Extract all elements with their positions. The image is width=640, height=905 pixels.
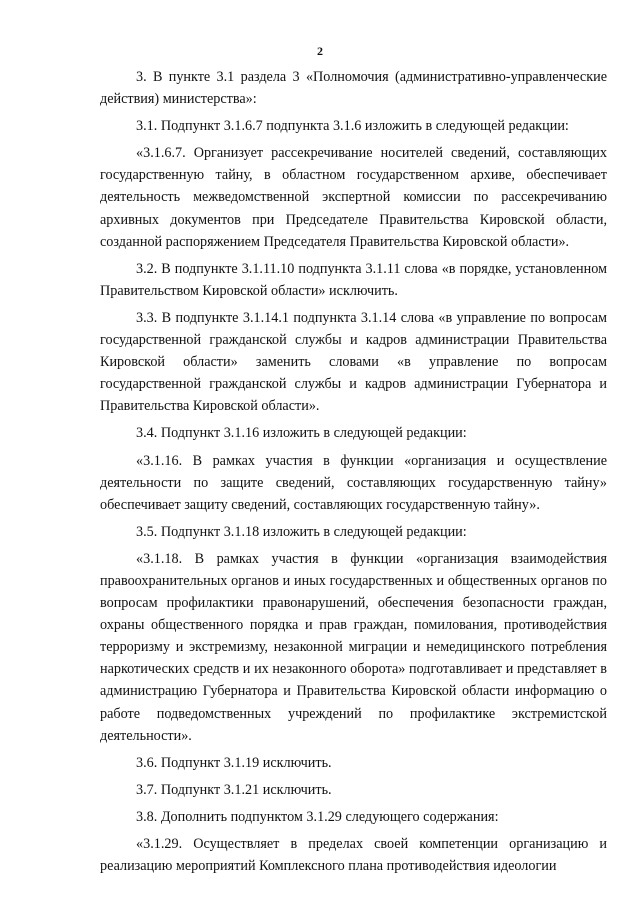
paragraph-3-8: 3.8. Дополнить подпунктом 3.1.29 следующего содержания: — [136, 808, 499, 825]
paragraph-3-7: 3.7. Подпункт 3.1.21 исключить. — [136, 781, 332, 798]
paragraph-3-2: 3.2. В подпункте 3.1.11.10 подпункта 3.1.11 слова «в порядке, установленном Правительством Кировской области» исключить. — [100, 260, 607, 299]
paragraph-3-1-16-text: «3.1.16. В рамках участия в функции «организация и осуществление деятельности по защите сведений, составляющих государственную тайну» обеспечивает защиту сведений, составляющих государственную тайну». — [100, 452, 607, 513]
paragraph-3-1-6-7-text: «3.1.6.7. Организует рассекречивание носителей сведений, составляющих государственную тайну, в областном государственном архиве, обеспечивает деятельность межведомственной экспертной комиссии по рассекречиванию архивных документов при Председателе Правительства Кировской области, созданной распоряжением Председателя Правительства Кировской области». — [100, 145, 607, 250]
paragraph-3-5: 3.5. Подпункт 3.1.18 изложить в следующей редакции: — [136, 523, 467, 540]
paragraph-3-3: 3.3. В подпункте 3.1.14.1 подпункта 3.1.14 слова «в управление по вопросам государственной гражданской службы и кадров администрации Правительства Кировской области» заменить словами «в управление по вопросам государственной гражданской службы и кадров администрации Губернатора и Правительства Кировской области». — [100, 309, 607, 415]
paragraph-3-4: 3.4. Подпункт 3.1.16 изложить в следующей редакции: — [136, 425, 467, 442]
page-number: 2 — [317, 44, 323, 58]
paragraph-3-6: 3.6. Подпункт 3.1.19 исключить. — [136, 754, 332, 771]
paragraph-3-1-18-text: «3.1.18. В рамках участия в функции «организация взаимодействия правоохранительных органов и иных государственных и общественных органов по вопросам профилактики правонарушений, обеспечения безопасности граждан, охраны общественного порядка и прав граждан, помилования, противодействия терроризму и экстремизму, незаконной миграции и немедицинского потребления наркотических средств и их незаконного оборота» подготавливает и представляет в администрацию Губернатора и Правительства Кировской области информацию о работе подведомственных учреждений по профилактике экстремистской деятельности». — [100, 550, 607, 744]
paragraph-3-1: 3.1. Подпункт 3.1.6.7 подпункта 3.1.6 изложить в следующей редакции: — [136, 118, 569, 135]
document-body — [100, 66, 607, 882]
paragraph-3-1-29-text: «3.1.29. Осуществляет в пределах своей компетенции организацию и реализацию мероприятий Комплексного плана противодействия идеологии — [100, 836, 607, 875]
paragraph-3: 3. В пункте 3.1 раздела 3 «Полномочия (административно-управленческие действия) министерства»: — [100, 69, 607, 108]
